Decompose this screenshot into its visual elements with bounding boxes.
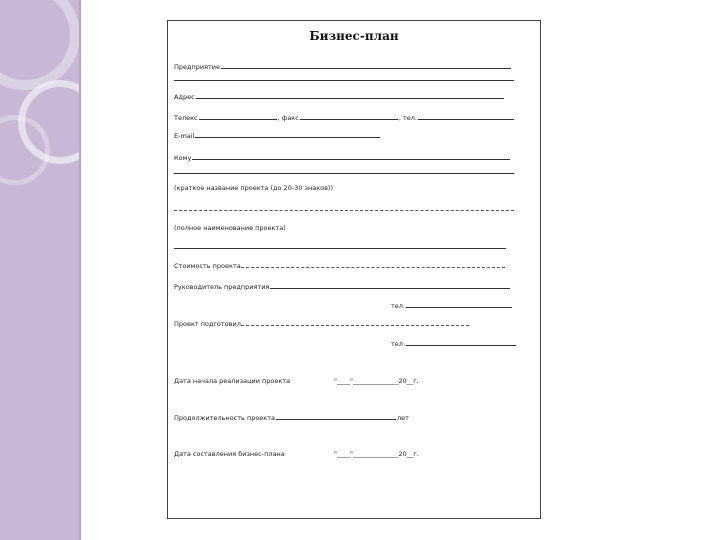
duration-unit: лет bbox=[397, 414, 409, 422]
duration-field[interactable] bbox=[276, 413, 396, 420]
address-row bbox=[174, 92, 505, 101]
fax-label: , факс bbox=[277, 114, 299, 122]
prepared-tel-row bbox=[391, 339, 517, 348]
to-row bbox=[174, 153, 511, 162]
director-label: Руководитель предприятия bbox=[174, 283, 270, 291]
to-label: Кому bbox=[174, 154, 192, 162]
enterprise-field-line2[interactable] bbox=[174, 80, 514, 81]
telex-field[interactable] bbox=[199, 113, 277, 120]
to-field[interactable] bbox=[192, 153, 510, 160]
duration-row bbox=[174, 413, 409, 422]
cost-field[interactable] bbox=[241, 261, 505, 268]
prepared-row bbox=[174, 319, 469, 328]
tel-field[interactable] bbox=[418, 113, 514, 120]
telex-label: Телекс bbox=[174, 114, 198, 122]
email-field[interactable] bbox=[195, 131, 380, 138]
prepared-field[interactable] bbox=[241, 319, 469, 326]
cost-row bbox=[174, 261, 505, 270]
compiled-date-field[interactable]: "____"______________20__г. bbox=[334, 450, 419, 458]
short-name-field[interactable] bbox=[174, 210, 514, 211]
enterprise-row bbox=[174, 62, 512, 71]
contacts-row bbox=[174, 113, 515, 122]
enterprise-label: Предприятие bbox=[174, 63, 221, 71]
director-field[interactable] bbox=[270, 282, 510, 289]
sidebar-divider bbox=[79, 0, 81, 540]
short-name-note: (краткое название проекта (до 20-30 знаков)) bbox=[174, 184, 334, 192]
director-tel-row bbox=[391, 301, 513, 310]
full-name-field[interactable] bbox=[174, 248, 506, 249]
full-name-note: (полное наименование проекта) bbox=[174, 224, 286, 232]
address-field[interactable] bbox=[196, 92, 504, 99]
tel-label: , тел. bbox=[398, 114, 417, 122]
compiled-date-label: Дата составления бизнес-плана bbox=[174, 450, 285, 458]
start-date-label: Дата начала реализации проекта bbox=[174, 377, 291, 385]
cost-label: Стоимость проекта bbox=[174, 262, 241, 270]
to-field-line2[interactable] bbox=[174, 173, 514, 174]
fax-field[interactable] bbox=[300, 113, 398, 120]
business-plan-form bbox=[167, 20, 541, 519]
director-tel-label: тел. bbox=[391, 302, 406, 310]
circle-decoration bbox=[0, 0, 79, 90]
prepared-tel-label: тел. bbox=[391, 340, 406, 348]
prepared-label: Проект подготовил bbox=[174, 320, 241, 328]
director-row bbox=[174, 282, 511, 291]
page-title: Бизнес-план bbox=[309, 29, 399, 43]
email-label: E-mail bbox=[174, 132, 195, 140]
prepared-tel-field[interactable] bbox=[406, 339, 516, 346]
director-tel-field[interactable] bbox=[406, 301, 512, 308]
enterprise-field[interactable] bbox=[221, 62, 511, 69]
address-label: Адрес bbox=[174, 93, 195, 101]
start-date-field[interactable]: "____"______________20__г. bbox=[334, 377, 419, 385]
duration-label: Продолжительность проекта bbox=[174, 414, 275, 422]
email-row bbox=[174, 131, 381, 140]
decorative-sidebar bbox=[0, 0, 79, 540]
